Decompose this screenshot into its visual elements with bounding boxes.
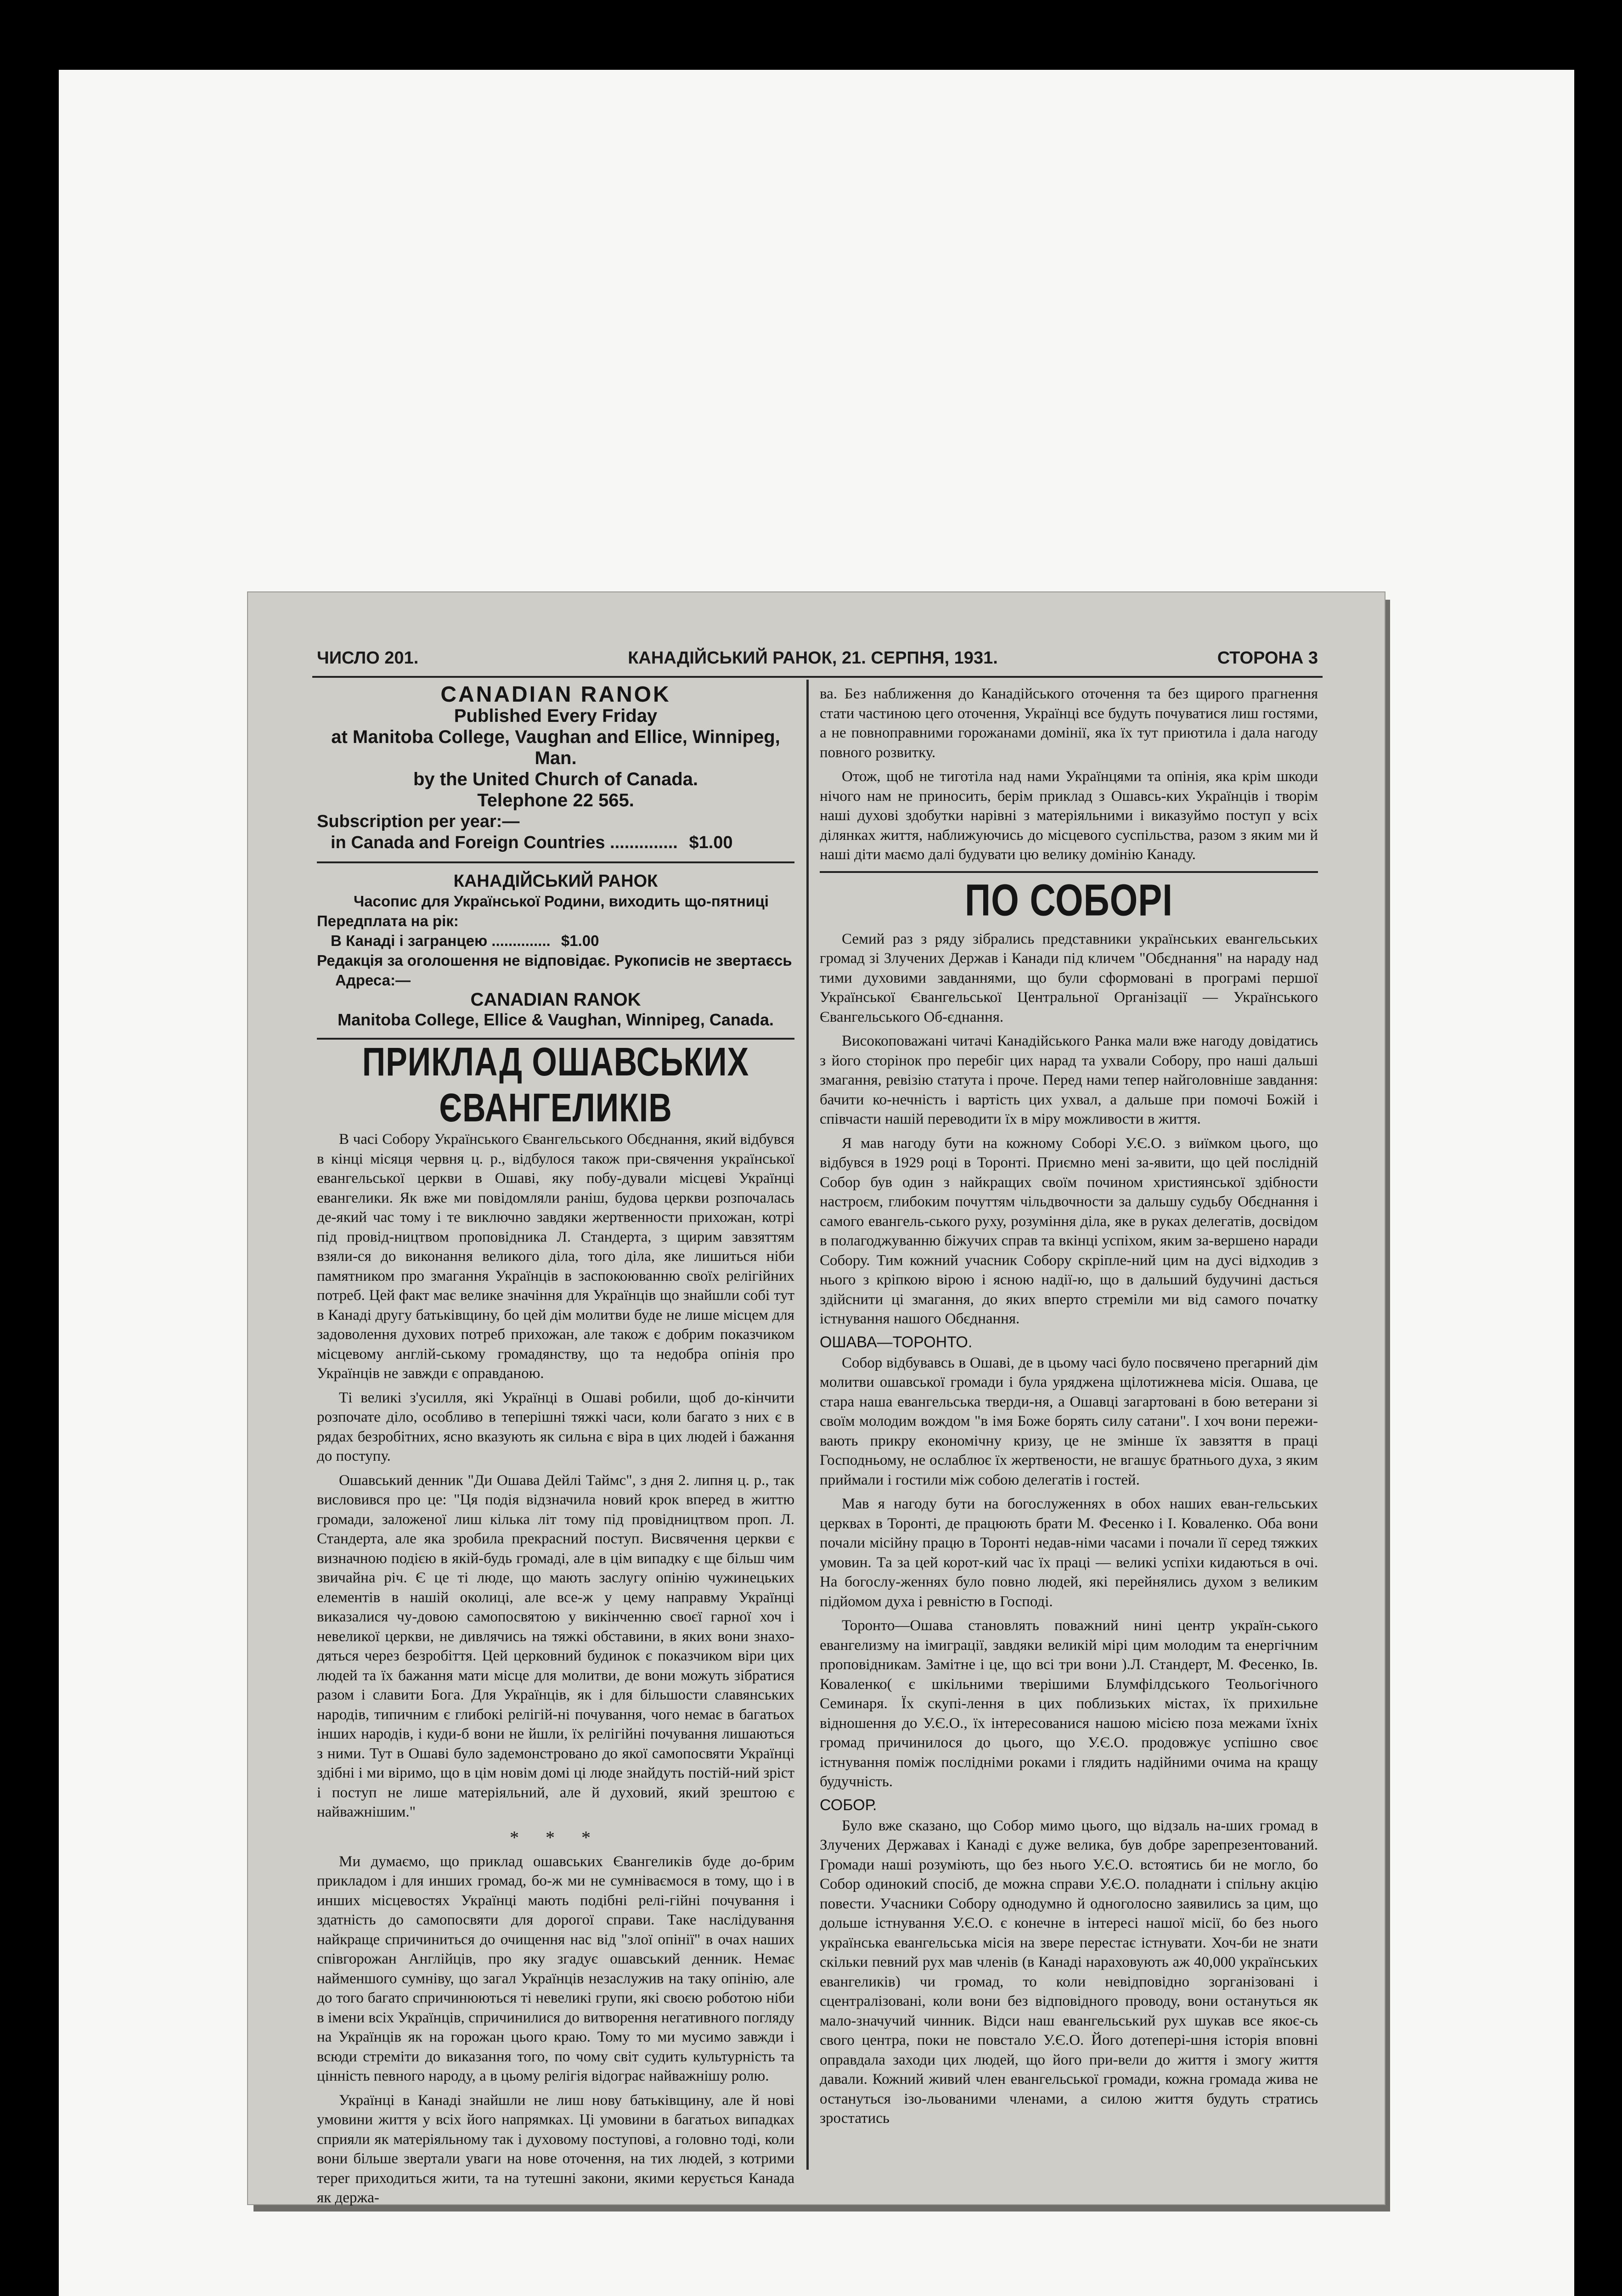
article-paragraph: Торонто—Ошава становлять поважний нині центр україн-ського евангелизму на імиграції, завдяки великій мірі цим молодим та енергічним проповідникам. Замітне і це, що всі три вони ).Л. Стандерт, М. Фесенко, Ів. Коваленко( є шкільними тверішими Блумфілдського Теольогічного Семинаря. Їх скупі-лення в цих поблизьких містах, їх прихильне відношення до У.Є.О., їх інтересованися нашою місією поза межами їхніх громад причинилося до цього, що У.Є.О. продовжує успішно своє істнування поміж послідніми роками і глядить надійними очима на кращу будучність. <box>820 1617 1318 1790</box>
article-paragraph: Мав я нагоду бути на богослуженнях в обох наших еван-гельських церквах в Торонті, де працюють брати М. Фесенко і І. Коваленко. Оба вони почали місійну працю в Торонті недав-німи часами і почали її серед тяжких умовин. Та за цей корот-кий час їх праці — великі успіхи кидаються в очі. На богослу-женнях було повно людей, які перейнялись духом з великим підйомом духа і ревністю в Господі. <box>820 1496 1318 1610</box>
page-number: СТОРОНА 3 <box>1217 648 1318 668</box>
right-column <box>820 684 1318 2133</box>
article-title: ПРИКЛАД ОШАВСЬКИХ ЄВАНГЕЛИКІВ <box>362 1039 749 1130</box>
masthead-line: by the United Church of Canada. <box>413 769 698 789</box>
header-rule <box>312 676 1323 678</box>
article-paragraph: Було вже сказано, що Собор мимо цього, що відзаль на-ших громад в Злучених Державах і Канаді є дуже велика, був добре зарепрезентований. Громади наші розуміють, що без нього У.Є.О. встоятись би не могло, бо Собор одинокий спосіб, де можна справи У.Є.О. поладнати і спільну акцію повести. Учасники Собору однодумно й одноголосно заявились за цим, що дольше істнування У.Є.О. є конечне в інтересі нашої місії, бо без нього українська евангельська місія на звере перестає істнувати. Хоч-би не знати скільки певний рух мав членів (в Канаді нараховують аж 40,000 українських евангеликів) чи громад, то коли невідповідно зорганізовані і сцентралізовані, коли вони без відповідного проводу, вони остануться як мало-значучий чинник. Відси наш евангельський рух шукав все якоє-сь свого центра, поки не повстало У.Є.О. Його дотепері-шня історія вповні оправдала заходи цих людей, що його при-вели до життя і змогу життя давали. Кожний живий член евангельської громади, кожна громада жива не остануться ізо-льованими членами, а силою життя будуть стратись зростатись <box>820 1817 1318 2127</box>
subscription-label: Subscription per year:— <box>317 812 520 831</box>
left-column <box>317 684 794 2212</box>
ua-address-name: CANADIAN RANOK <box>470 990 641 1010</box>
masthead-english <box>317 684 794 811</box>
article-paragraph: Семий раз з ряду зібрались представники українських евангельських громад зі Злучених Держав і Канади під кличем "Обєднання" на нараду над тими духовими завданнями, що були сформовані в програмі першої Української Євангельської Центральної Організації — Українського Євангельського Об-єднання. <box>820 930 1318 1025</box>
ua-address: Manitoba College, Ellice & Vaughan, Winnipeg, Canada. <box>338 1010 774 1029</box>
subscription-info <box>317 811 794 853</box>
article-paragraph: Українці в Канаді знайшли не лиш нову батьківщину, але й нові умовини життя у всіх його напрямках. Ці умовини в багатьох випадках сприяли як матеріяльному так і духовому поступові, а головно тоді, коли вони більше звертали уваги на нове оточення, на тих людей, з котрими теper приходиться жити, та на тутешні закони, якими керується Канада як держа- <box>317 2092 794 2206</box>
masthead-line: at Manitoba College, Vaughan and Ellice, Winnipeg, Man. <box>331 727 780 768</box>
article-title: ПО СОБОРІ <box>965 874 1173 925</box>
ua-masthead-line: Передплата на рік: <box>317 912 459 929</box>
issue-number: ЧИСЛО 201. <box>317 648 419 668</box>
article-paragraph: Собор відбувавсь в Ошаві, де в цьому часі було посвячено прегарний дім молитви ошавської громади і була уряджена щілотижнева місія. Ошава, це стара наша евангельська тверди-ня, а Ошавці загартовані в бою ветерани зі своїм молодим вождом "в імя Боже борять силу сатани". І хоч вони пережи-вають прикру економічну кризу, це не змінше їх завзяття в праці Господньому, не ослаблює їх жертвености, не вгашує братнього духа, з яким приймали і гостили між собою делегатів і гостей. <box>820 1354 1318 1488</box>
ua-masthead-name: КАНАДІЙСЬКИЙ РАНОК <box>453 872 658 891</box>
rule <box>820 871 1318 873</box>
section-heading: СОБОР. <box>820 1796 877 1814</box>
subscription-price: $1.00 <box>689 833 733 852</box>
article-paragraph: Ошавський денник "Ди Ошава Дейлі Таймс", з дня 2. липня ц. р., так висловився про це: "Ця подія відзначила новий крок вперед в життю громади, заложеної лиш кілька літ тому під провідництвом проп. Л. Стандерта, але яка зробила прекрасний поступ. Висвячення церкви є визначною подією в якій-будь громаді, але в цім випадку є ще більш чим звичайна річ. Є це ті люде, що мають заслугу опінію чужинецьких елементів в нашій околиці, але все-ж у цему направму Українці виказалися чу-довою самопосвятою у викінченню своєї гарної хоч і невеликої церкви, не дивлячись на тяжкі обставини, в яких вони знахо-дяться через безробіття. Цей церковний будинок є показчиком віри цих людей та їх бажання мати місце для молитви, де вони можуть зібратися разом і славити Бога. Для Українців, як і для більшости славянських народів, типичним є глибокі релігій-ні почування, чого немає в багатьох інших народів, і куди-б вони не йшли, їх релігійні почування лишаються з ними. Тут в Ошаві було задемонстровано до якої самопосвяти Українці здібні і ми віримо, що в цім новім домі ці люде знайдуть постій-ний зріст і поступ не лише матеріяльний, але й духовий, який зрештою є найважнішим." <box>317 1472 794 1820</box>
paper-title-date: КАНАДІЙСЬКИЙ РАНОК, 21. СЕРПНЯ, 1931. <box>628 648 998 668</box>
ua-address-label: Адреса:— <box>335 972 411 989</box>
subscription-text: in Canada and Foreign Countries .............. <box>331 833 678 852</box>
section-heading: ОШАВА—ТОРОНТО. <box>820 1333 973 1351</box>
ua-price: $1.00 <box>561 932 599 949</box>
ua-price-line <box>317 931 794 951</box>
article-paragraph: В часі Собору Українського Євангельського Обєднання, який відбувся в кінці місяця червня ц. р., відбулося також при-свячення української евангельської церкви в Ошаві, яку побу-дували місцеві Українці евангелики. Як вже ми повідомляли раніш, будова церкви розпочалась де-який час тому і те виключно завдяки жертвенности прихожан, котрі під провід-ництвом проповідника Л. Стандерта, з щирим завзяттям взяли-ся до виконання великого діла, того діла, яке лишиться ніби памятником про змагання Українців в заспокоюванню своїх релігійних потреб. Цей факт має велике значіння для Українців що знайшли собі тут в Канаді другу батьківщину, бо цей дім молитви буде не лише місцем для задоволення духових потреб прихожан, але також є добрим показчиком місцевому англій-ському громадянству, що та недобра опінія про Українців не завжди є оправданою. <box>317 1131 794 1382</box>
masthead-telephone: Telephone 22 565. <box>477 790 634 810</box>
subscription-line <box>317 832 794 853</box>
article-paragraph: Ті великі з'усилля, які Українці в Ошаві робили, щоб до-кінчити розпочате діло, особливо в теперішні тяжкі часи, коли багато з них є в рядах безробітних, ясно вказують як сильна є віра в цих людей і бажання до поступу. <box>317 1389 794 1464</box>
article-paragraph: Високоповажані читачі Канадійського Ранка мали вже нагоду довідатись з його сторінок про перебіг цих нарад та ухвали Собору, про наші дальші змагання, ревізію статута і проче. Перед нами тепер найголовніше завдання: бачити ко-нечність і вартість цих ухвал, а дальше при помочі Божій і співчасти нашій переводити їх в міру можливости в життя. <box>820 1033 1318 1127</box>
rule <box>317 861 794 863</box>
column-divider <box>806 680 809 2170</box>
ua-masthead-line: Редакція за оголошення не відповідає. Рукописів не звертаєсь <box>317 952 792 969</box>
ua-masthead-line: Часопис для Української Родини, виходить що-пятниці <box>354 893 769 910</box>
running-header <box>317 648 1318 671</box>
masthead-name: CANADIAN RANOK <box>440 682 671 707</box>
article-paragraph: Я мав нагоду бути на кожному Соборі У.Є.О. з виїмком цього, що відбувся в 1929 році в Торонті. Приємно мені за-явити, що цей послідній Собор був один з найкращих своїм почином християнської здібности настроєм, глибоким почуттям чільдвочности за дальшу судьбу Обєднання і самого евангель-ського руху, розуміння діла, яке в руках делегатів, досвідом в полагоджуванню біжучих справ та вкінці успіхом, яким за-вершено наради Собору. Тим кожний учасник Собору скріпле-ний цим на дусі відходив з нього з кріпкою вірою і ясною надії-ю, що в дальший будучині дасться здійснити ці змагання, до яких вперто стреміли ми від самого початку істнування нашого Обєднання. <box>820 1135 1318 1327</box>
masthead-ukrainian <box>317 872 794 1030</box>
section-stars: * * * <box>510 1827 602 1848</box>
continued-paragraph: Отож, щоб не тиготіла над нами Українцями та опінія, яка крім шкоди нічого нам не приносить, берім приклад з Ошавсь-ких Українців і творім наші духові здобутки нарівні з матеріяльними і виказуймо поступ у всіх ділянках життя, наближуючись до місцевого суспільства, разом з яким ми й наші діти маємо далі будувати цю велику домінію Канаду. <box>820 768 1318 863</box>
continued-paragraph: ва. Без наближення до Канадійського оточення та без щирого прагнення стати частиною цего оточення, Українці все будуть почуватися лиш гостями, а не повноправними горожанами домінії, яка їх тут приютила і дала нагоду повного розвитку. <box>820 686 1318 761</box>
masthead-line: Published Every Friday <box>454 706 658 726</box>
newspaper-page <box>248 592 1385 2204</box>
article-paragraph: Ми думаємо, що приклад ошавських Євангеликів буде до-брим прикладом і для инших громад, бо-ж ми не сумніваємося в тому, що і в инших місцевостях Українці мають подібні релі-гійні почування і здатність до самопосвяти для дорогої справи. Таке наслідування найкраще спричиниться до очищення нас від "злої опінії" в очах наших співгорожан Англійців, про яку згадує ошавський денник. Немає найменшого сумніву, що загал Українців незаслужив на таку опінію, але до того багато спричинюються ті невеликі групи, які своєю роботою ніби в імени всіх Українців, спричинилися до витворення негативного погляду на Українців як на горожан цього краю. Тому то ми мусимо завжди і всюди стреміти до виказання того, по чому світ судить культурність та цінність певного народу, а в цьому релігія відограє найважнішу ролю. <box>317 1853 794 2084</box>
ua-price-text: В Канаді і загранцею .............. <box>331 932 551 949</box>
